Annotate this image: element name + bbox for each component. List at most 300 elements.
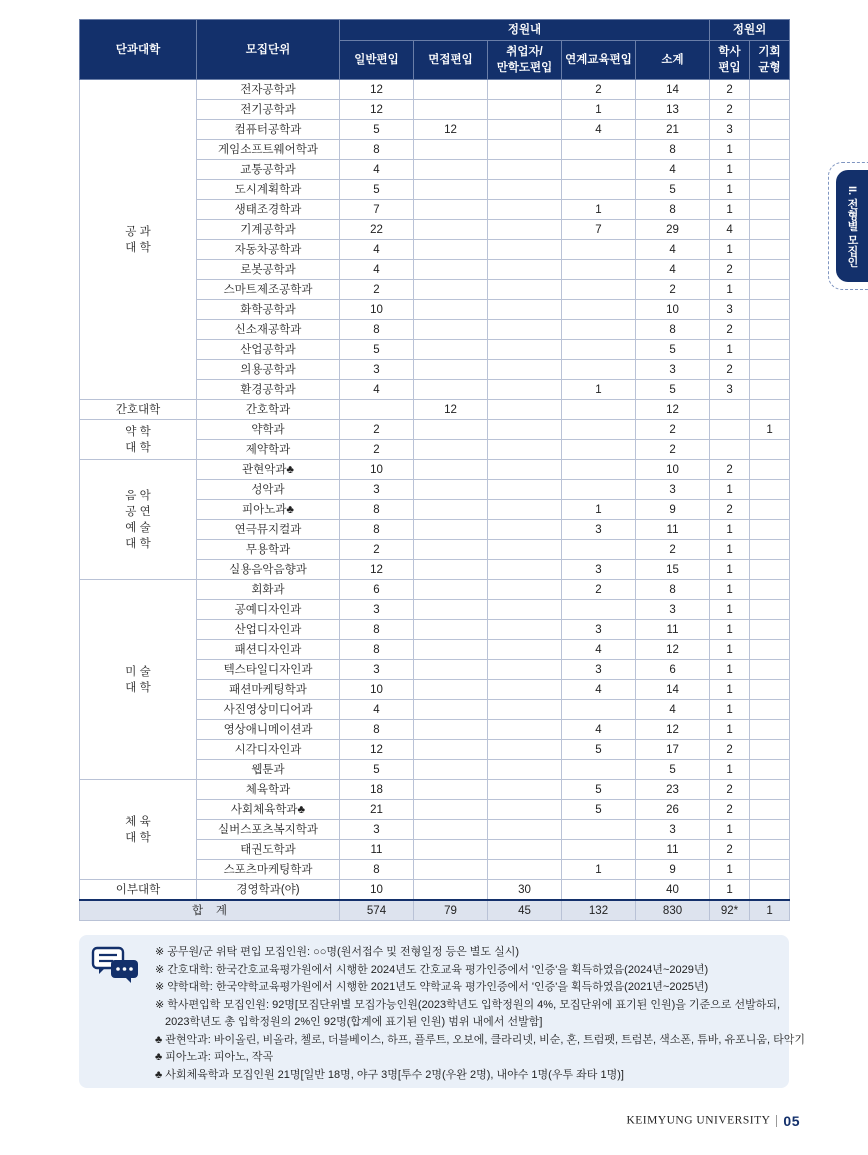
interview-cell xyxy=(414,340,488,360)
interview-cell xyxy=(414,880,488,901)
interview-cell xyxy=(414,280,488,300)
bachelor-cell: 2 xyxy=(710,100,750,120)
dept-cell: 자동차공학과 xyxy=(197,240,340,260)
opportunity-cell xyxy=(750,100,790,120)
subtotal-cell: 2 xyxy=(636,440,710,460)
linked-cell: 1 xyxy=(562,200,636,220)
bachelor-cell: 1 xyxy=(710,820,750,840)
dept-cell: 태권도학과 xyxy=(197,840,340,860)
interview-cell xyxy=(414,360,488,380)
table-row xyxy=(80,580,790,600)
bachelor-cell: 1 xyxy=(710,160,750,180)
linked-cell: 1 xyxy=(562,100,636,120)
employee-cell xyxy=(488,440,562,460)
linked-cell: 3 xyxy=(562,520,636,540)
linked-cell xyxy=(562,760,636,780)
note-item: ♣ 관현악과: 바이올린, 비올라, 첼로, 더블베이스, 하프, 플루트, 오보에, 클라리넷, 비순, 혼, 트럼펫, 트럼본, 색소폰, 튜바, 유포니움, 타악기 xyxy=(155,1033,805,1046)
general-cell: 12 xyxy=(340,100,414,120)
opportunity-cell xyxy=(750,380,790,400)
side-tab[interactable] xyxy=(814,170,868,282)
interview-cell xyxy=(414,500,488,520)
college-cell: 약 학 대 학 xyxy=(80,420,197,460)
opportunity-cell xyxy=(750,660,790,680)
header-equal-opportunity: 기회 균형 xyxy=(750,41,790,80)
linked-cell: 3 xyxy=(562,620,636,640)
interview-cell xyxy=(414,620,488,640)
opportunity-cell xyxy=(750,400,790,420)
interview-cell xyxy=(414,140,488,160)
linked-cell: 2 xyxy=(562,580,636,600)
opportunity-cell xyxy=(750,620,790,640)
interview-cell xyxy=(414,220,488,240)
employee-cell xyxy=(488,100,562,120)
dept-cell: 연극뮤지컬과 xyxy=(197,520,340,540)
employee-cell xyxy=(488,700,562,720)
header-unit: 모집단위 xyxy=(197,20,340,80)
linked-cell: 1 xyxy=(562,860,636,880)
employee-cell xyxy=(488,460,562,480)
employee-cell xyxy=(488,220,562,240)
dept-cell: 기계공학과 xyxy=(197,220,340,240)
employee-cell xyxy=(488,680,562,700)
total-linked-cell: 132 xyxy=(562,900,636,921)
linked-cell: 4 xyxy=(562,120,636,140)
interview-cell xyxy=(414,440,488,460)
employee-cell xyxy=(488,860,562,880)
dept-cell: 패션디자인과 xyxy=(197,640,340,660)
general-cell: 5 xyxy=(340,340,414,360)
general-cell: 8 xyxy=(340,500,414,520)
subtotal-cell: 29 xyxy=(636,220,710,240)
linked-cell xyxy=(562,600,636,620)
subtotal-cell: 6 xyxy=(636,660,710,680)
dept-cell: 산업공학과 xyxy=(197,340,340,360)
subtotal-cell: 5 xyxy=(636,380,710,400)
total-opportunity-cell: 1 xyxy=(750,900,790,921)
note-item: ♣ 피아노과: 피아노, 작곡 xyxy=(155,1051,274,1063)
opportunity-cell xyxy=(750,880,790,901)
bachelor-cell: 1 xyxy=(710,620,750,640)
opportunity-cell xyxy=(750,160,790,180)
employee-cell xyxy=(488,640,562,660)
college-cell: 미 술 대 학 xyxy=(80,580,197,780)
bachelor-cell: 3 xyxy=(710,300,750,320)
linked-cell xyxy=(562,400,636,420)
linked-cell xyxy=(562,140,636,160)
opportunity-cell xyxy=(750,820,790,840)
bachelor-cell: 1 xyxy=(710,760,750,780)
bachelor-cell: 3 xyxy=(710,380,750,400)
bachelor-cell: 1 xyxy=(710,140,750,160)
linked-cell xyxy=(562,280,636,300)
subtotal-cell: 4 xyxy=(636,260,710,280)
dept-cell: 스포츠마케팅학과 xyxy=(197,860,340,880)
total-label: 합 계 xyxy=(80,900,340,921)
interview-cell xyxy=(414,700,488,720)
dept-cell: 컴퓨터공학과 xyxy=(197,120,340,140)
opportunity-cell xyxy=(750,120,790,140)
header-general-transfer: 일반편입 xyxy=(340,41,414,80)
employee-cell xyxy=(488,400,562,420)
employee-cell xyxy=(488,260,562,280)
note-item: ※ 공무원/군 위탁 편입 모집인원: ○○명(원서접수 및 전형일정 등은 별도 실시) xyxy=(155,946,520,958)
subtotal-cell: 14 xyxy=(636,680,710,700)
linked-cell: 5 xyxy=(562,800,636,820)
general-cell: 8 xyxy=(340,860,414,880)
table-row xyxy=(80,460,790,480)
dept-cell: 생태조경학과 xyxy=(197,200,340,220)
bachelor-cell: 1 xyxy=(710,540,750,560)
employee-cell xyxy=(488,500,562,520)
subtotal-cell: 11 xyxy=(636,520,710,540)
header-college: 단과대학 xyxy=(80,20,197,80)
general-cell: 4 xyxy=(340,160,414,180)
interview-cell xyxy=(414,600,488,620)
opportunity-cell xyxy=(750,720,790,740)
employee-cell xyxy=(488,320,562,340)
opportunity-cell xyxy=(750,780,790,800)
header-employee-transfer: 취업자/ 만학도편입 xyxy=(488,41,562,80)
employee-cell xyxy=(488,620,562,640)
interview-cell xyxy=(414,180,488,200)
linked-cell: 4 xyxy=(562,720,636,740)
opportunity-cell xyxy=(750,440,790,460)
opportunity-cell xyxy=(750,80,790,100)
note-continuation: 2023학년도 총 입학정원의 2%인 92명(합계에 표기된 인원) 범위 내에서 선발함] xyxy=(165,1016,543,1028)
employee-cell xyxy=(488,540,562,560)
bachelor-cell: 1 xyxy=(710,280,750,300)
linked-cell xyxy=(562,240,636,260)
bachelor-cell: 1 xyxy=(710,520,750,540)
total-subtotal-cell: 830 xyxy=(636,900,710,921)
linked-cell: 3 xyxy=(562,660,636,680)
subtotal-cell: 12 xyxy=(636,400,710,420)
subtotal-cell: 9 xyxy=(636,860,710,880)
opportunity-cell xyxy=(750,700,790,720)
bachelor-cell: 1 xyxy=(710,180,750,200)
general-cell: 8 xyxy=(340,520,414,540)
employee-cell xyxy=(488,820,562,840)
subtotal-cell: 4 xyxy=(636,160,710,180)
general-cell: 4 xyxy=(340,260,414,280)
employee-cell xyxy=(488,160,562,180)
general-cell: 3 xyxy=(340,820,414,840)
dept-cell: 제약학과 xyxy=(197,440,340,460)
employee-cell xyxy=(488,120,562,140)
total-interview-cell: 79 xyxy=(414,900,488,921)
employee-cell xyxy=(488,280,562,300)
employee-cell xyxy=(488,360,562,380)
employee-cell xyxy=(488,560,562,580)
bachelor-cell: 1 xyxy=(710,720,750,740)
dept-cell: 환경공학과 xyxy=(197,380,340,400)
linked-cell xyxy=(562,820,636,840)
linked-cell: 5 xyxy=(562,740,636,760)
header-bachelor-transfer: 학사 편입 xyxy=(710,41,750,80)
linked-cell: 3 xyxy=(562,560,636,580)
bachelor-cell: 1 xyxy=(710,860,750,880)
dept-cell: 전자공학과 xyxy=(197,80,340,100)
linked-cell xyxy=(562,260,636,280)
interview-cell xyxy=(414,640,488,660)
general-cell: 3 xyxy=(340,600,414,620)
dept-cell: 경영학과(야) xyxy=(197,880,340,901)
subtotal-cell: 3 xyxy=(636,360,710,380)
opportunity-cell xyxy=(750,680,790,700)
bachelor-cell: 1 xyxy=(710,700,750,720)
general-cell: 7 xyxy=(340,200,414,220)
general-cell: 8 xyxy=(340,720,414,740)
linked-cell xyxy=(562,160,636,180)
employee-cell xyxy=(488,380,562,400)
total-general-cell: 574 xyxy=(340,900,414,921)
employee-cell xyxy=(488,180,562,200)
subtotal-cell: 3 xyxy=(636,600,710,620)
linked-cell xyxy=(562,540,636,560)
interview-cell xyxy=(414,480,488,500)
interview-cell xyxy=(414,420,488,440)
bachelor-cell: 1 xyxy=(710,580,750,600)
interview-cell xyxy=(414,100,488,120)
general-cell: 12 xyxy=(340,740,414,760)
interview-cell xyxy=(414,160,488,180)
general-cell: 5 xyxy=(340,760,414,780)
subtotal-cell: 23 xyxy=(636,780,710,800)
table-row xyxy=(80,80,790,100)
general-cell: 10 xyxy=(340,680,414,700)
dept-cell: 의용공학과 xyxy=(197,360,340,380)
interview-cell xyxy=(414,560,488,580)
general-cell: 10 xyxy=(340,460,414,480)
opportunity-cell xyxy=(750,180,790,200)
interview-cell xyxy=(414,540,488,560)
linked-cell xyxy=(562,460,636,480)
general-cell: 3 xyxy=(340,660,414,680)
employee-cell xyxy=(488,240,562,260)
interview-cell xyxy=(414,380,488,400)
subtotal-cell: 9 xyxy=(636,500,710,520)
opportunity-cell xyxy=(750,260,790,280)
subtotal-cell: 14 xyxy=(636,80,710,100)
general-cell: 6 xyxy=(340,580,414,600)
general-cell: 21 xyxy=(340,800,414,820)
opportunity-cell xyxy=(750,760,790,780)
dept-cell: 체육학과 xyxy=(197,780,340,800)
table-row xyxy=(80,400,790,420)
college-cell: 음 악 공 연 예 술 대 학 xyxy=(80,460,197,580)
interview-cell xyxy=(414,800,488,820)
subtotal-cell: 10 xyxy=(636,300,710,320)
general-cell xyxy=(340,400,414,420)
dept-cell: 성악과 xyxy=(197,480,340,500)
opportunity-cell xyxy=(750,320,790,340)
dept-cell: 영상애니메이션과 xyxy=(197,720,340,740)
college-cell: 이부대학 xyxy=(80,880,197,901)
bachelor-cell: 1 xyxy=(710,660,750,680)
dept-cell: 회화과 xyxy=(197,580,340,600)
subtotal-cell: 2 xyxy=(636,280,710,300)
subtotal-cell: 12 xyxy=(636,720,710,740)
employee-cell xyxy=(488,600,562,620)
general-cell: 5 xyxy=(340,180,414,200)
interview-cell xyxy=(414,460,488,480)
bachelor-cell: 1 xyxy=(710,640,750,660)
subtotal-cell: 11 xyxy=(636,840,710,860)
opportunity-cell xyxy=(750,200,790,220)
general-cell: 2 xyxy=(340,420,414,440)
bachelor-cell: 2 xyxy=(710,500,750,520)
bachelor-cell: 2 xyxy=(710,360,750,380)
employee-cell xyxy=(488,340,562,360)
bachelor-cell: 2 xyxy=(710,740,750,760)
opportunity-cell xyxy=(750,560,790,580)
linked-cell xyxy=(562,320,636,340)
employee-cell xyxy=(488,760,562,780)
opportunity-cell: 1 xyxy=(750,420,790,440)
subtotal-cell: 11 xyxy=(636,620,710,640)
total-employee-cell: 45 xyxy=(488,900,562,921)
interview-cell xyxy=(414,260,488,280)
linked-cell: 1 xyxy=(562,500,636,520)
subtotal-cell: 5 xyxy=(636,340,710,360)
interview-cell xyxy=(414,740,488,760)
employee-cell xyxy=(488,480,562,500)
general-cell: 10 xyxy=(340,300,414,320)
opportunity-cell xyxy=(750,500,790,520)
subtotal-cell: 15 xyxy=(636,560,710,580)
dept-cell: 신소재공학과 xyxy=(197,320,340,340)
note-item xyxy=(155,1014,779,1032)
opportunity-cell xyxy=(750,520,790,540)
note-item: ※ 간호대학: 한국간호교육평가원에서 시행한 2024년도 간호교육 평가인증에서 '인증'을 획득하였음(2024년~2029년) xyxy=(155,963,709,976)
general-cell: 2 xyxy=(340,540,414,560)
general-cell: 3 xyxy=(340,480,414,500)
employee-cell xyxy=(488,840,562,860)
bachelor-cell: 1 xyxy=(710,680,750,700)
bachelor-cell: 3 xyxy=(710,120,750,140)
dept-cell: 게임소프트웨어학과 xyxy=(197,140,340,160)
general-cell: 5 xyxy=(340,120,414,140)
opportunity-cell xyxy=(750,460,790,480)
opportunity-cell xyxy=(750,580,790,600)
note-item: ※ 학사편입학 모집인원: 92명[모집단위별 모집가능인원(2023학년도 입학정원의 4%, 모집단위에 표기된 인원)을 기준으로 선발하되, xyxy=(155,998,781,1011)
general-cell: 12 xyxy=(340,560,414,580)
linked-cell: 4 xyxy=(562,640,636,660)
general-cell: 4 xyxy=(340,380,414,400)
total-row xyxy=(80,900,790,921)
opportunity-cell xyxy=(750,480,790,500)
dept-cell: 패션마케팅학과 xyxy=(197,680,340,700)
opportunity-cell xyxy=(750,300,790,320)
interview-cell: 12 xyxy=(414,400,488,420)
interview-cell xyxy=(414,720,488,740)
dept-cell: 스마트제조공학과 xyxy=(197,280,340,300)
bachelor-cell: 1 xyxy=(710,880,750,901)
subtotal-cell: 8 xyxy=(636,140,710,160)
opportunity-cell xyxy=(750,800,790,820)
header-subtotal: 소계 xyxy=(636,41,710,80)
table-body xyxy=(80,80,790,921)
linked-cell xyxy=(562,420,636,440)
table-row xyxy=(80,880,790,901)
footer-university: KEIMYUNG UNIVERSITY xyxy=(626,1114,771,1127)
linked-cell: 7 xyxy=(562,220,636,240)
interview-cell xyxy=(414,760,488,780)
opportunity-cell xyxy=(750,840,790,860)
subtotal-cell: 3 xyxy=(636,820,710,840)
interview-cell: 12 xyxy=(414,120,488,140)
interview-cell xyxy=(414,780,488,800)
subtotal-cell: 8 xyxy=(636,200,710,220)
subtotal-cell: 4 xyxy=(636,240,710,260)
admission-quota-table xyxy=(79,19,790,921)
subtotal-cell: 5 xyxy=(636,760,710,780)
dept-cell: 사진영상미디어과 xyxy=(197,700,340,720)
subtotal-cell: 8 xyxy=(636,580,710,600)
general-cell: 4 xyxy=(340,700,414,720)
general-cell: 10 xyxy=(340,880,414,901)
chat-bubbles-icon xyxy=(91,945,141,985)
dept-cell: 피아노과♣ xyxy=(197,500,340,520)
bachelor-cell: 1 xyxy=(710,240,750,260)
bachelor-cell: 1 xyxy=(710,340,750,360)
interview-cell xyxy=(414,200,488,220)
linked-cell: 1 xyxy=(562,380,636,400)
interview-cell xyxy=(414,240,488,260)
bachelor-cell: 1 xyxy=(710,480,750,500)
dept-cell: 교통공학과 xyxy=(197,160,340,180)
opportunity-cell xyxy=(750,140,790,160)
subtotal-cell: 8 xyxy=(636,320,710,340)
bachelor-cell: 1 xyxy=(710,560,750,580)
dept-cell: 약학과 xyxy=(197,420,340,440)
dept-cell: 시각디자인과 xyxy=(197,740,340,760)
bachelor-cell: 2 xyxy=(710,780,750,800)
employee-cell xyxy=(488,800,562,820)
opportunity-cell xyxy=(750,860,790,880)
dept-cell: 실용음악음향과 xyxy=(197,560,340,580)
notes-box xyxy=(79,935,805,1088)
interview-cell xyxy=(414,580,488,600)
employee-cell xyxy=(488,580,562,600)
general-cell: 4 xyxy=(340,240,414,260)
employee-cell: 30 xyxy=(488,880,562,901)
linked-cell xyxy=(562,880,636,901)
employee-cell xyxy=(488,140,562,160)
bachelor-cell xyxy=(710,400,750,420)
opportunity-cell xyxy=(750,540,790,560)
page-number: 05 xyxy=(783,1113,800,1129)
linked-cell: 4 xyxy=(562,680,636,700)
general-cell: 22 xyxy=(340,220,414,240)
linked-cell xyxy=(562,300,636,320)
linked-cell xyxy=(562,700,636,720)
general-cell: 2 xyxy=(340,280,414,300)
dept-cell: 도시계획학과 xyxy=(197,180,340,200)
subtotal-cell: 40 xyxy=(636,880,710,901)
linked-cell xyxy=(562,480,636,500)
general-cell: 12 xyxy=(340,80,414,100)
subtotal-cell: 21 xyxy=(636,120,710,140)
subtotal-cell: 26 xyxy=(636,800,710,820)
opportunity-cell xyxy=(750,360,790,380)
general-cell: 8 xyxy=(340,320,414,340)
bachelor-cell: 1 xyxy=(710,600,750,620)
bachelor-cell xyxy=(710,440,750,460)
interview-cell xyxy=(414,300,488,320)
note-item: ※ 약학대학: 한국약학교육평가원에서 시행한 2021년도 약학교육 평가인증에서 '인증'을 획득하였음(2021년~2025년) xyxy=(155,981,709,993)
general-cell: 8 xyxy=(340,640,414,660)
